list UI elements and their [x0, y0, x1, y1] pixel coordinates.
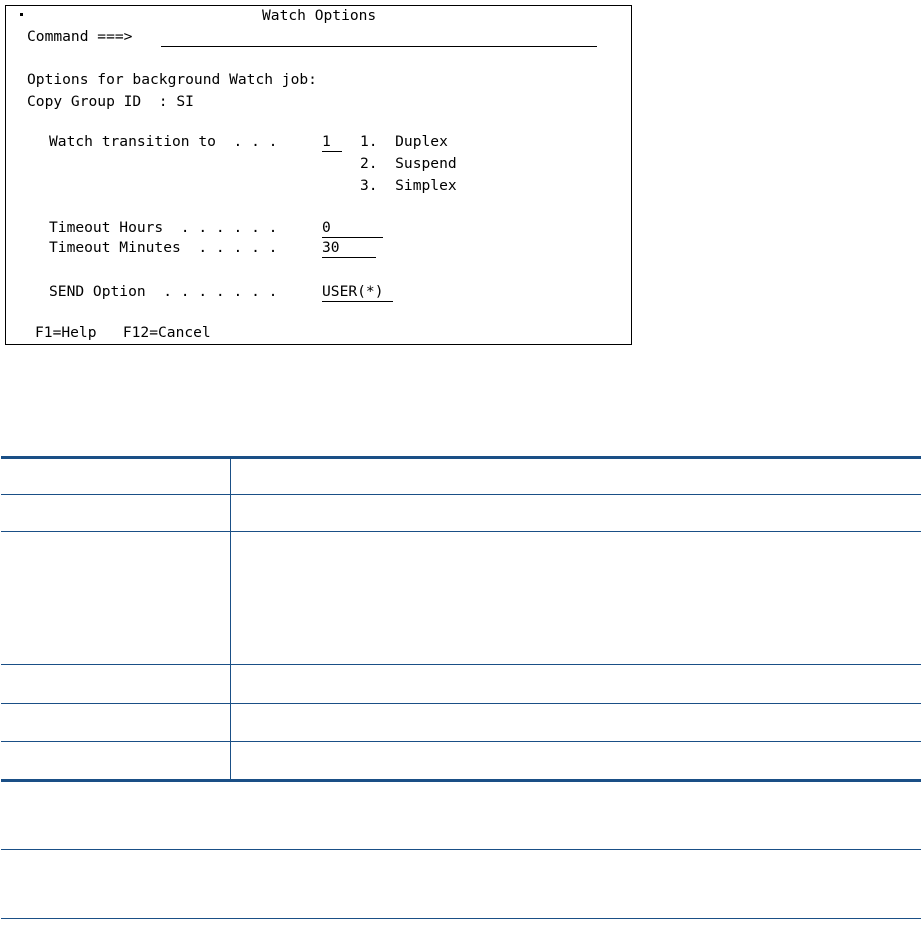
watch-transition-input[interactable]: 1: [322, 133, 342, 152]
option-simplex: 3. Simplex: [360, 177, 457, 194]
table-row-divider: [1, 741, 921, 742]
table-column-divider: [230, 459, 231, 779]
table-bottom-rule: [1, 779, 921, 782]
table-row-divider: [1, 703, 921, 704]
send-option-input[interactable]: USER(*): [322, 283, 393, 302]
table-row-divider: [1, 664, 921, 665]
option-duplex: 1. Duplex: [360, 133, 448, 150]
command-label: Command ===>: [27, 28, 133, 45]
watch-transition-label: Watch transition to . . .: [49, 133, 278, 150]
option-suspend: 2. Suspend: [360, 155, 457, 172]
command-input[interactable]: [161, 28, 597, 47]
table-row-divider: [1, 531, 921, 532]
table-row-divider: [1, 494, 921, 495]
options-heading: Options for background Watch job:: [27, 71, 317, 88]
note-bottom-rule: [1, 918, 921, 919]
send-option-label: SEND Option . . . . . . .: [49, 283, 278, 300]
screen-title: Watch Options: [262, 7, 377, 24]
function-key-bar[interactable]: F1=Help F12=Cancel: [35, 324, 211, 341]
timeout-hours-label: Timeout Hours . . . . . .: [49, 219, 278, 236]
cursor-dot-icon: [20, 13, 23, 16]
timeout-minutes-input[interactable]: 30: [322, 239, 376, 258]
watch-options-screen: [5, 5, 632, 345]
note-top-rule: [1, 849, 921, 850]
copy-group-id: Copy Group ID : SI: [27, 93, 194, 110]
timeout-hours-input[interactable]: 0: [322, 219, 383, 238]
table-top-rule: [1, 456, 921, 459]
timeout-minutes-label: Timeout Minutes . . . . .: [49, 239, 278, 256]
